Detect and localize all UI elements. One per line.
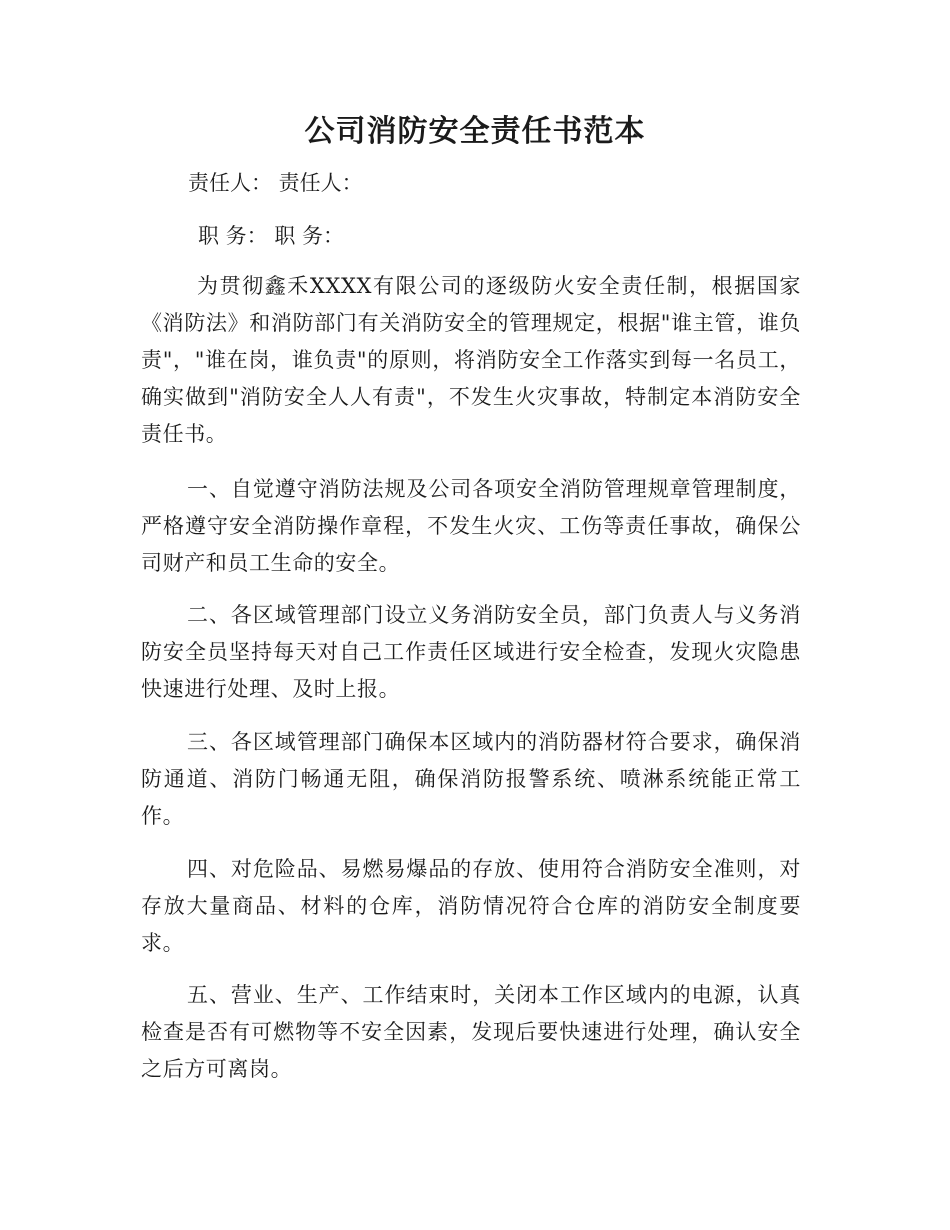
clause-paragraph-3: 三、各区域管理部门确保本区域内的消防器材符合要求，确保消防通道、消防门畅通无阻，确保消防报警系统、喷淋系统能正常工作。 — [141, 730, 801, 828]
clause-paragraph-4: 四、对危险品、易燃易爆品的存放、使用符合消防安全准则，对存放大量商品、材料的仓库，消防情况符合仓库的消防安全制度要求。 — [141, 857, 801, 955]
position-line: 职 务： 职 务： — [198, 224, 345, 248]
intro-paragraph: 为贯彻鑫禾XXXX有限公司的逐级防火安全责任制，根据国家《消防法》和消防部门有关消防安全的管理规定，根据"谁主管，谁负责"，"谁在岗，谁负责"的原则，将消防安全工作落实到每一名员工，确实做到"消防安全人人有责"，不发生火灾事故，特制定本消防安全责任书。 — [141, 274, 801, 446]
document-title: 公司消防安全责任书范本 — [304, 114, 646, 149]
clause-paragraph-5: 五、营业、生产、工作结束时，关闭本工作区域内的电源，认真检查是否有可燃物等不安全因素，发现后要快速进行处理，确认安全之后方可离岗。 — [141, 983, 801, 1081]
clause-paragraph-1: 一、自觉遵守消防法规及公司各项安全消防管理规章管理制度，严格遵守安全消防操作章程，不发生火灾、工伤等责任事故，确保公司财产和员工生命的安全。 — [141, 477, 801, 575]
responsible-person-line: 责任人： 责任人： — [188, 171, 363, 195]
clause-paragraph-2: 二、各区域管理部门设立义务消防安全员，部门负责人与义务消防安全员坚持每天对自己工作责任区域进行安全检查，发现火灾隐患快速进行处理、及时上报。 — [141, 603, 801, 701]
